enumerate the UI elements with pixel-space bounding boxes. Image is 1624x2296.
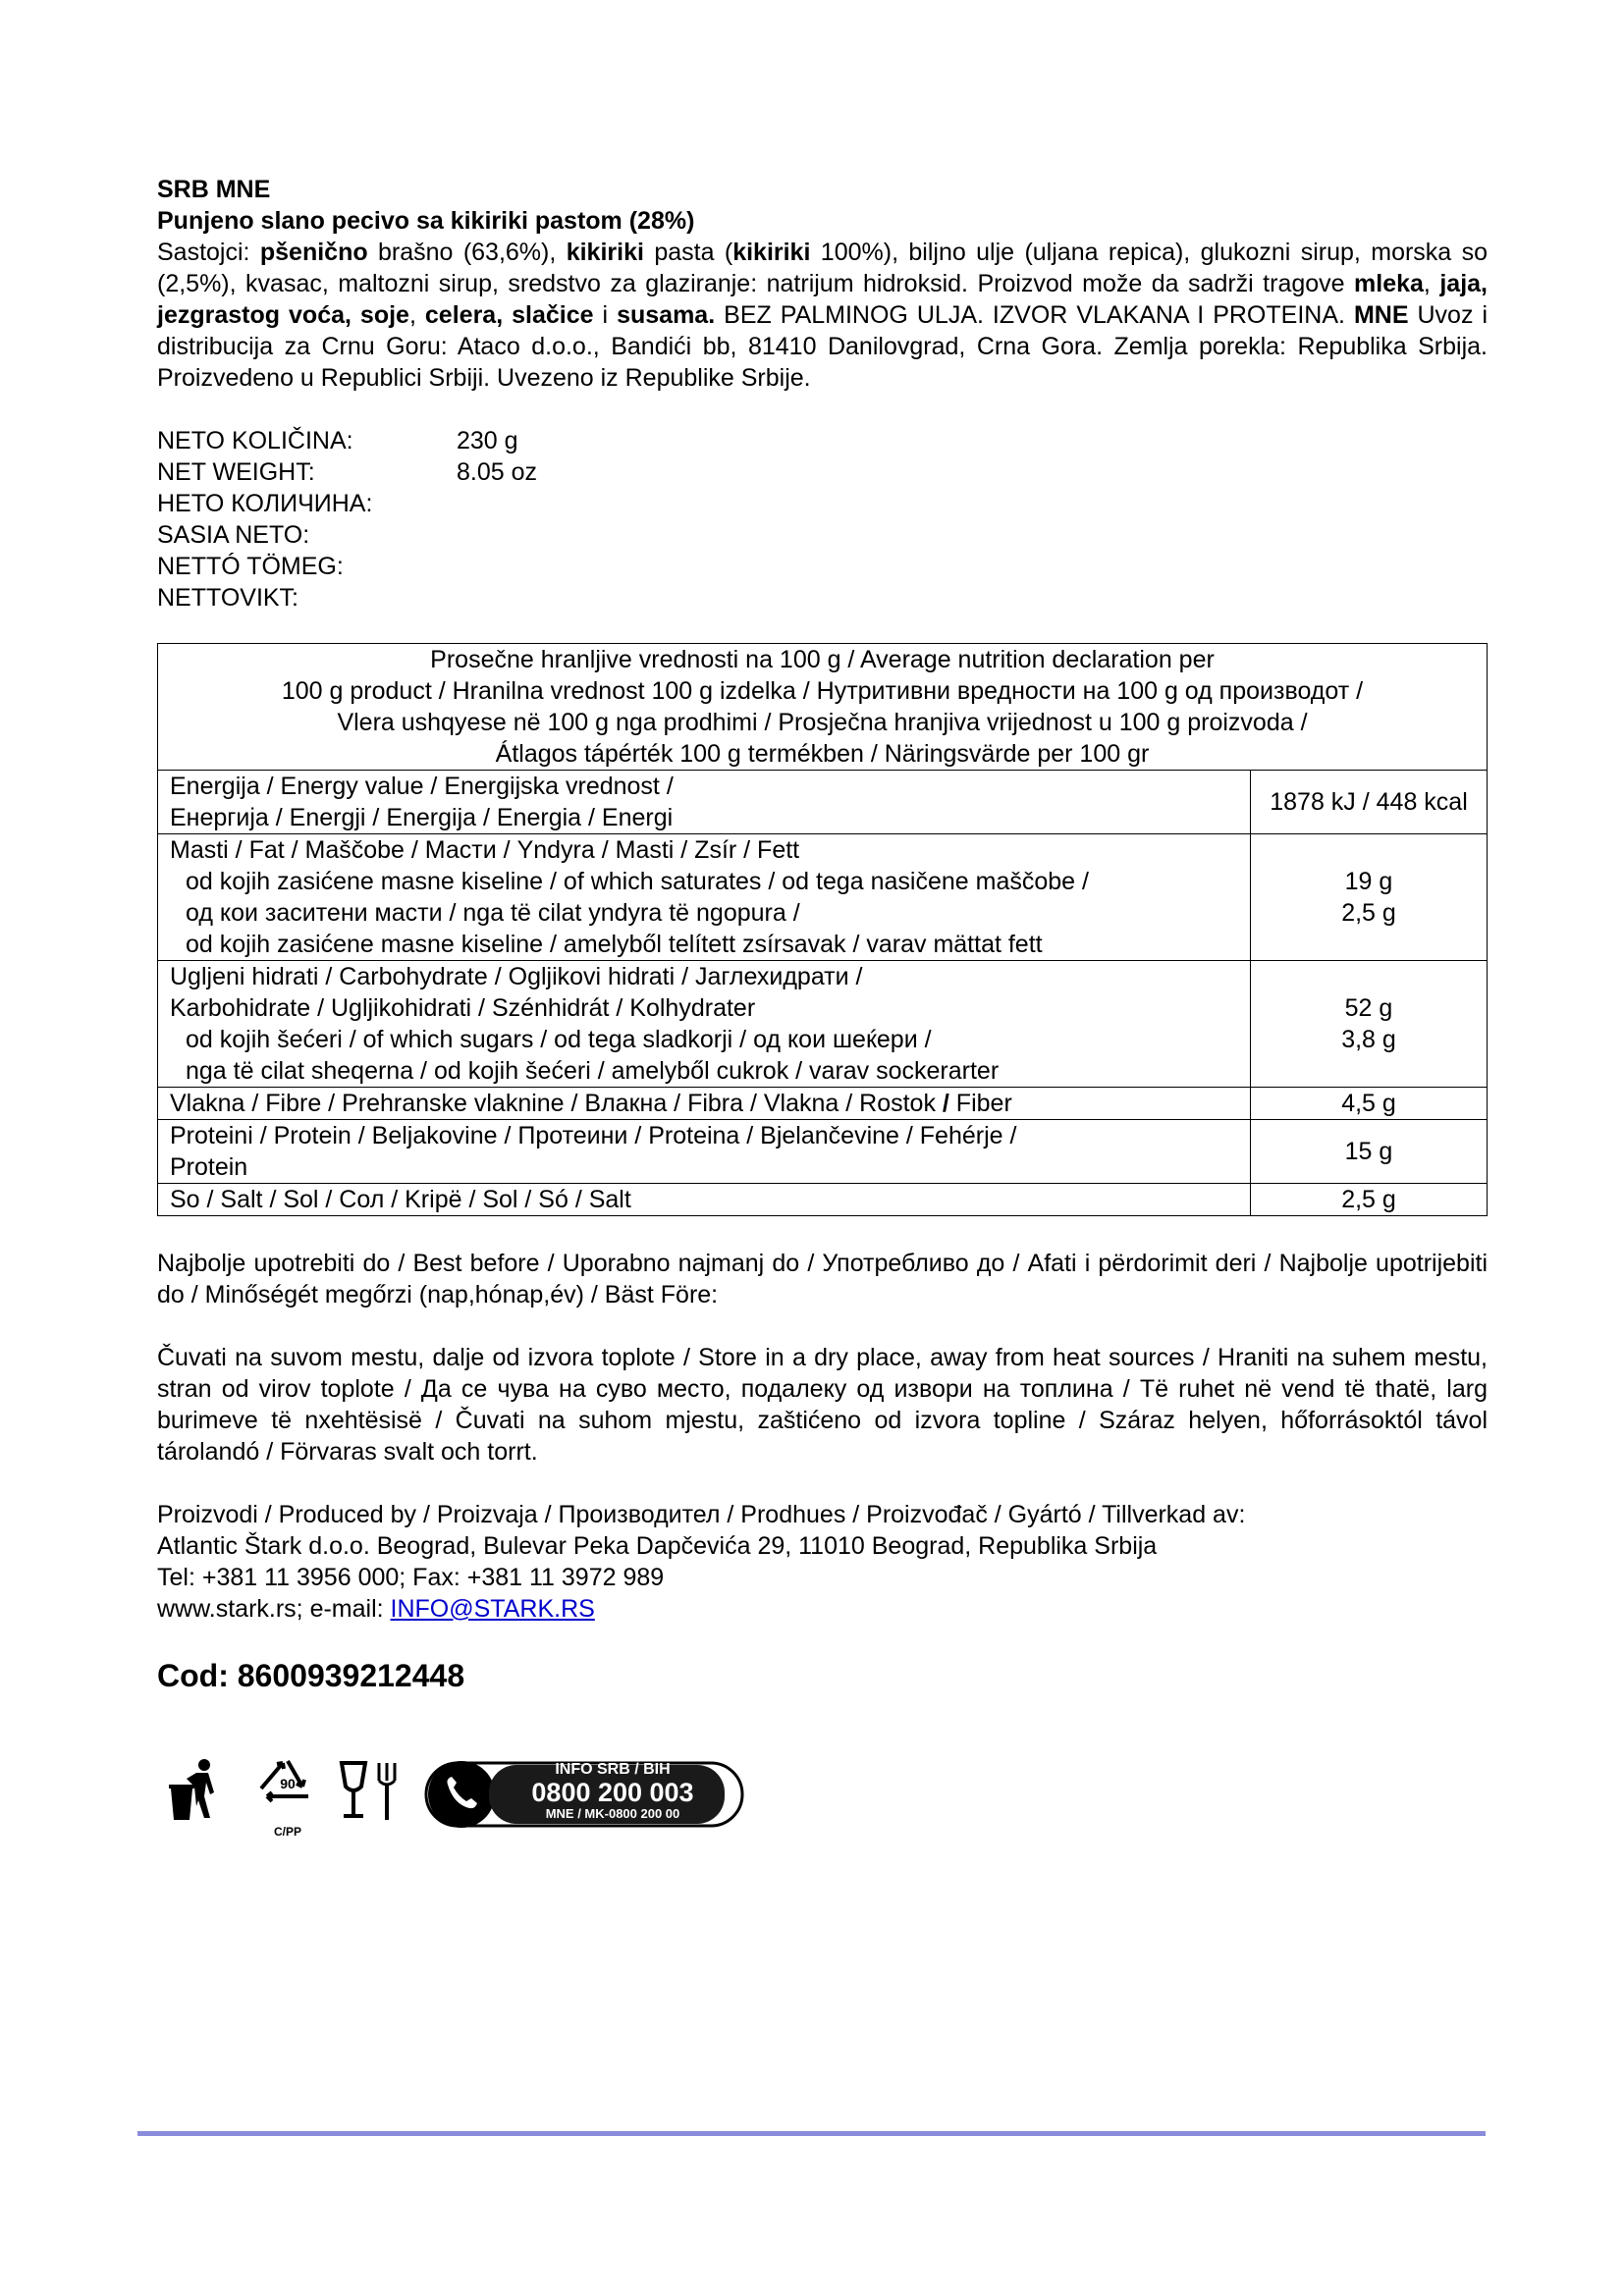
net-label: NETTÓ TÖMEG: [157,553,344,580]
table-row-carbs [158,961,1488,1088]
nutrition-header: Prosečne hranljive vrednosti na 100 g / Average nutrition declaration per 100 g product / Hranilna vrednost 100 g izdelka / Нутритивни вредности на 100 g од производот / Vlera ushqyese në 100 g nga prodhimi / Prosječna hranjiva vrijednost u 100 g proizvoda / Átlagos tápérték 100 g termékben / Näringsvärde per 100 gr [158,644,1488,771]
protein-label: Proteini / Protein / Beljakovine / Протеини / Proteina / Bjelančevine / Fehérje / Protein [158,1120,1251,1184]
net-label: НЕТО КОЛИЧИНА: [157,490,373,517]
svg-text:90: 90 [280,1776,296,1791]
energy-value: 1878 kJ / 448 kcal [1251,771,1488,834]
recycling-icon: 90 C/PP [253,1757,322,1836]
producer-phone: Tel: +381 11 3956 000; Fax: +381 11 3972 989 [157,1564,665,1591]
energy-label: Energija / Energy value / Energijska vrednost / Енергија / Energji / Energija / Energia / Energi [158,771,1251,834]
table-row-salt [158,1184,1488,1216]
label-document [157,174,1488,1695]
carbs-value: 52 g 3,8 g [1251,961,1488,1088]
footer-rule [137,2131,1486,2136]
storage-instructions: Čuvati na suvom mestu, dalje od izvora toplote / Store in a dry place, away from heat sources / Hraniti na suhem mestu, stran od virov toplote / Да се чува на суво место, подалеку од извори на топлина / Të ruhet në vend të thatë, larg burimeve të nxehtësisë / Čuvati na suhom mjestu, zaštićeno od izvora topline / Száraz helyen, hőforrásoktól távol tárolandó / Förvaras svalt och torrt. [157,1344,1488,1466]
net-label: NET WEIGHT: [157,458,315,486]
table-row-energy [158,771,1488,834]
salt-label: So / Salt / Sol / Сол / Kripë / Sol / Só / Salt [158,1184,1251,1216]
product-code: Cod: 8600939212448 [157,1658,465,1693]
producer-web: www.stark.rs; e-mail: INFO@STARK.RS [157,1595,595,1623]
table-row-fibre [158,1088,1488,1120]
salt-value: 2,5 g [1251,1184,1488,1216]
email-link[interactable]: INFO@STARK.RS [390,1595,595,1623]
net-value: 230 g [457,427,518,454]
country-codes: SRB MNE [157,176,271,203]
net-label: NETO KOLIČINA: [157,427,353,454]
producer-info [157,1499,1488,1625]
producer-label: Proizvodi / Produced by / Proizvaja / Производител / Prodhues / Proizvođač / Gyártó / Tillverkad av: [157,1501,1246,1528]
product-name: Punjeno slano pecivo sa kikiriki pastom (28%) [157,207,695,235]
fibre-label: Vlakna / Fibre / Prehranske vlaknine / Влакна / Fibra / Vlakna / Rostok / Fiber [158,1088,1251,1120]
producer-address: Atlantic Štark d.o.o. Beograd, Bulevar Peka Dapčevića 29, 11010 Beograd, Republika Srbija [157,1532,1158,1560]
food-safe-icon [336,1757,405,1826]
nutrition-table [157,643,1488,1216]
ingredients-paragraph: Sastojci: pšenično brašno (63,6%), kikiriki pasta (kikiriki 100%), biljno ulje (uljana repica), glukozni sirup, morska so (2,5%), kvasac, maltozni sirup, sredstvo za glaziranje: natrijum hidroksid. Proizvod može da sadrži tragove mleka, jaja, jezgrastog voća, soje, celera, slačice i susama. BEZ PALMINOG ULJA. IZVOR VLAKANA I PROTEINA. MNE Uvoz i distribucija za Crnu Goru: Ataco d.o.o., Bandići bb, 81410 Danilovgrad, Crna Gora. Zemlja porekla: Republika Srbija. Proizvedeno u Republici Srbiji. Uvezeno iz Republike Srbije. [157,239,1488,392]
nutrition-header-row [158,644,1488,771]
table-row-fat [158,834,1488,961]
net-quantity [157,425,1488,614]
fat-value: 19 g 2,5 g [1251,834,1488,961]
net-label: NETTOVIKT: [157,584,299,612]
info-phone-badge: INFO SRB / BIH 0800 200 003 MNE / MK-0800 200 00 [424,1757,746,1830]
net-label: SASIA NETO: [157,521,310,549]
protein-value: 15 g [1251,1120,1488,1184]
net-value: 8.05 oz [457,458,538,486]
fibre-value: 4,5 g [1251,1088,1488,1120]
tidyman-icon [167,1757,226,1826]
table-row-protein [158,1120,1488,1184]
fat-label: Masti / Fat / Maščobe / Масти / Yndyra / Masti / Zsír / Fett od kojih zasićene masne kiseline / of which saturates / od tega nasičene maščobe / од кои заситени масти / nga të cilat yndyra të ngopura / od kojih zasićene masne kiseline / amelyből telített zsírsavak / varav mättat fett [158,834,1251,961]
best-before: Najbolje upotrebiti do / Best before / Uporabno najmanj do / Употребливо до / Afati i përdorimit deri / Najbolje upotrijebiti do / Minőségét megőrzi (nap,hónap,év) / Bäst Före: [157,1250,1488,1308]
carbs-label: Ugljeni hidrati / Carbohydrate / Ogljikovi hidrati / Јаглехидрати / Karbohidrate / Ugljikohidrati / Szénhidrát / Kolhydrater od kojih šećeri / of which sugars / od tega sladkorji / од кои шеќери / nga të cilat sheqerna / od kojih šećeri / amelyből cukrok / varav sockerarter [158,961,1251,1088]
